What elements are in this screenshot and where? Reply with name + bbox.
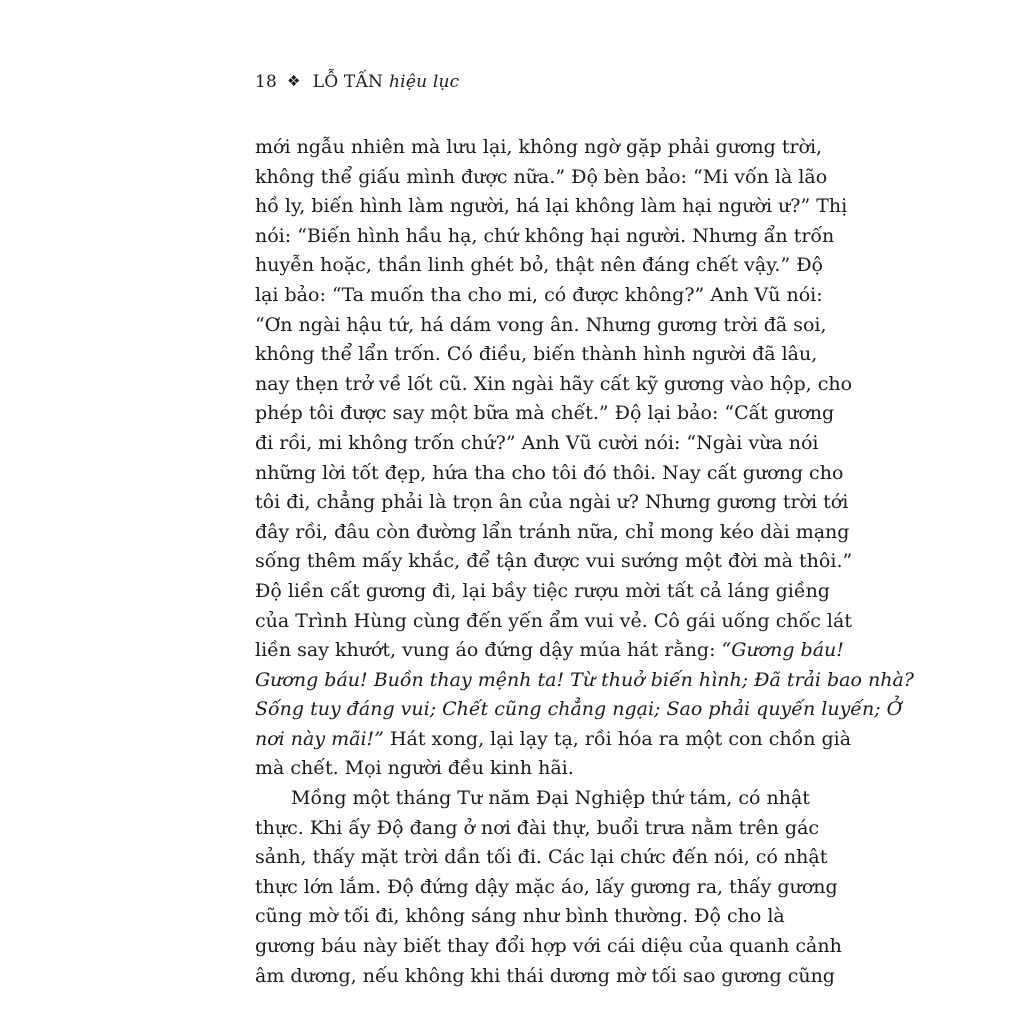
- text-line: sống thêm mấy khắc, để tận được vui sướng một đời mà thôi.”: [255, 550, 853, 573]
- author-name: LỖ TẤN: [312, 72, 384, 92]
- running-header: [255, 72, 459, 92]
- text-line: mới ngẫu nhiên mà lưu lại, không ngờ gặp phải gương trời,: [255, 136, 823, 158]
- diamond-ornament-icon: ❖: [287, 72, 301, 90]
- text-line: âm dương, nếu không khi thái dương mờ tối sao gương cũng: [255, 964, 835, 987]
- text-line: tôi đi, chẳng phải là trọn ân của ngài ư? Nhưng gương trời tới: [255, 491, 849, 514]
- text-line: [255, 636, 844, 666]
- text-line: [255, 666, 914, 696]
- text-line: phép tôi được say một bữa mà chết.” Độ lại bảo: “Cất gương: [255, 402, 835, 425]
- song-text: nơi này mãi!”: [255, 727, 384, 750]
- song-text: “Gương báu!: [721, 639, 844, 662]
- text-line: nói: “Biến hình hầu hạ, chứ không hại người. Nhưng ẩn trốn: [255, 224, 835, 247]
- song-text: Sống tuy đáng vui; Chết cũng chẳng ngại; Sao phải quyến luyến; Ở: [255, 698, 903, 721]
- text-line: “Ơn ngài hậu tứ, há dám vong ân. Nhưng gương trời đã soi,: [255, 313, 827, 336]
- text-segment: Hát xong, lại lạy tạ, rồi hóa ra một con chồn già: [383, 727, 852, 750]
- text-line: hồ ly, biến hình làm người, há lại không làm hại người ư?” Thị: [255, 195, 848, 218]
- text-line: thực. Khi ấy Độ đang ở nơi đài thự, buổi trưa nằm trên gác: [255, 816, 820, 839]
- text-line: đi rồi, mi không trốn chứ?” Anh Vũ cười nói: “Ngài vừa nói: [255, 431, 819, 454]
- text-line: nay thẹn trở về lốt cũ. Xin ngài hãy cất kỹ gương vào hộp, cho: [255, 372, 853, 395]
- text-line: huyễn hoặc, thần linh ghét bỏ, thật nên đáng chết vậy.” Độ: [255, 254, 823, 277]
- text-segment: liền say khướt, vung áo đứng dậy múa hát rằng:: [255, 639, 722, 662]
- text-line: Độ liền cất gương đi, lại bầy tiệc rượu mời tất cả láng giềng: [255, 579, 830, 602]
- book-title: hiệu lục: [389, 72, 460, 92]
- text-line: cũng mờ tối đi, không sáng như bình thường. Độ cho là: [255, 905, 785, 928]
- text-line: của Trình Hùng cùng đến yến ẩm vui vẻ. Cô gái uống chốc lát: [255, 609, 852, 632]
- text-line: những lời tốt đẹp, hứa tha cho tôi đó thôi. Nay cất gương cho: [255, 461, 844, 484]
- text-line: thực lớn lắm. Độ đứng dậy mặc áo, lấy gương ra, thấy gương: [255, 875, 838, 898]
- text-line: mà chết. Mọi người đều kinh hãi.: [255, 757, 574, 780]
- text-line: sảnh, thấy mặt trời dần tối đi. Các lại chức đến nói, có nhật: [255, 846, 828, 869]
- text-line: không thể giấu mình được nữa.” Độ bèn bảo: “Mi vốn là lão: [255, 165, 828, 188]
- text-line: [255, 695, 903, 725]
- text-line: lại bảo: “Ta muốn tha cho mi, có được không?” Anh Vũ nói:: [255, 283, 823, 306]
- body-text: [255, 133, 914, 991]
- text-line: gương báu này biết thay đổi hợp với cái diệu của quanh cảnh: [255, 935, 842, 958]
- page-number: 18: [255, 72, 278, 92]
- text-line: không thể lẩn trốn. Có điều, biến thành hình người đã lâu,: [255, 343, 818, 366]
- text-line: [255, 725, 852, 755]
- text-line: đây rồi, đâu còn đường lẩn tránh nữa, chỉ mong kéo dài mạng: [255, 520, 850, 543]
- text-line: Mồng một tháng Tư năm Đại Nghiệp thứ tám, có nhật: [291, 787, 810, 810]
- song-text: Gương báu! Buồn thay mệnh ta! Từ thuở biến hình; Đã trải bao nhà?: [255, 668, 914, 691]
